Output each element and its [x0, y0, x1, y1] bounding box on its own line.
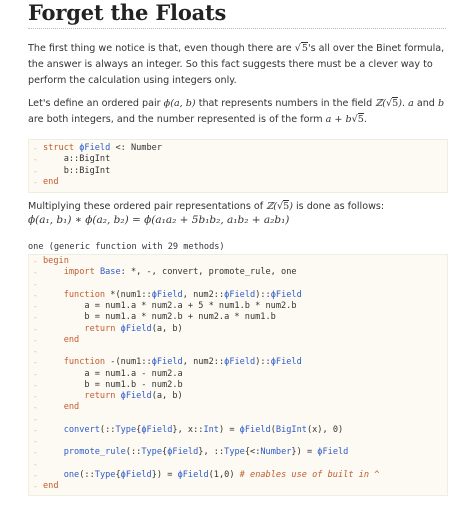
- code-line: [29, 290, 447, 301]
- code-line: [29, 459, 447, 470]
- line-gutter-marker: -: [33, 257, 38, 266]
- code-line: - b::BigInt: [33, 165, 111, 176]
- code-line: [29, 369, 447, 380]
- field-math-2: ℤ(√5): [266, 201, 293, 212]
- code-text: end: [43, 481, 59, 491]
- form-math: a + b√5: [325, 114, 364, 125]
- field-math: ℤ(√5): [375, 98, 402, 109]
- code-text: function -(num1::ϕField, num2::ϕField)::ϕField: [63, 357, 302, 368]
- code-text: end: [63, 402, 80, 413]
- definition-text-5: are both integers, and the number represented is of the form: [28, 114, 326, 125]
- code-text: a = num1.a * num2.a + 5 * num1.b * num2.b: [43, 301, 297, 311]
- line-gutter-marker: -: [33, 347, 38, 356]
- line-gutter-marker: -: [33, 403, 38, 413]
- intro-paragraph: [28, 41, 448, 89]
- code-line: [29, 324, 447, 335]
- line-gutter-marker: -: [33, 358, 38, 368]
- line-gutter-marker: -: [33, 302, 38, 311]
- code-line: [29, 481, 447, 492]
- code-text: convert(::Type{ϕField}, x::Int) = ϕField(BigInt(x), 0): [63, 424, 344, 435]
- code-text: return ϕField(a, b): [84, 391, 183, 401]
- code-line: [29, 447, 447, 458]
- methods-code-cell[interactable]: [28, 254, 448, 496]
- struct-code-cell[interactable]: [28, 139, 448, 193]
- sqrt5-math: √5: [294, 43, 308, 54]
- code-text: return ϕField(a, b): [84, 323, 183, 334]
- page-title: Forget the Floats: [28, 0, 227, 25]
- multiplication-text-1: Multiplying these ordered pair representations of: [28, 201, 267, 212]
- line-gutter-marker: -: [33, 290, 38, 300]
- line-gutter-marker: -: [33, 448, 38, 458]
- code-text: promote_rule(::Type{ϕField}, ::Type{<:Number}) = ϕField: [63, 447, 349, 458]
- code-text: a = num1.a - num2.a: [43, 368, 183, 379]
- line-gutter-marker: -: [33, 482, 38, 491]
- definition-text-6: .: [363, 114, 367, 125]
- phi-pair-math: ϕ(a, b): [163, 98, 196, 109]
- line-gutter-marker: -: [33, 335, 38, 345]
- code-text: function *(num1::ϕField, num2::ϕField)::ϕField: [63, 289, 302, 300]
- intro-text-1: The first thing we notice is that, even though there are: [28, 43, 295, 54]
- code-keyword: end: [43, 176, 59, 187]
- code-line: [29, 346, 447, 357]
- multiplication-paragraph: [28, 199, 448, 215]
- definition-paragraph: [28, 96, 448, 128]
- line-gutter-marker: -: [33, 268, 38, 278]
- code-line: [29, 267, 447, 278]
- line-gutter-marker: -: [33, 470, 38, 480]
- code-line: [29, 279, 447, 290]
- code-text: b = num1.b - num2.b: [43, 379, 183, 390]
- definition-text-1: Let's define an ordered pair: [28, 98, 164, 109]
- line-gutter-marker: -: [33, 324, 38, 334]
- var-a-math: a: [408, 98, 414, 109]
- multiplication-formula: ϕ(a₁, b₁) ∗ ϕ(a₂, b₂) = ϕ(a₁a₂ + 5b₁b₂, a₁b₂ + a₂b₁): [28, 214, 290, 226]
- title-divider: [28, 28, 446, 29]
- code-text: b::BigInt: [43, 165, 111, 176]
- code-line: [29, 357, 447, 368]
- line-gutter-marker: -: [33, 414, 38, 424]
- code-body: [29, 255, 447, 492]
- line-gutter-marker: -: [33, 313, 38, 323]
- code-line: - end: [33, 176, 59, 187]
- definition-text-3: .: [401, 98, 409, 109]
- code-line: [29, 470, 447, 481]
- intro-text-2: 's all over the Binet formula, the answer is always an integer. So this fact suggests there must be a clever way to perform the calculation using integers only.: [28, 43, 445, 86]
- line-gutter-marker: -: [33, 380, 38, 390]
- line-gutter-marker: -: [33, 437, 38, 446]
- line-gutter-marker: -: [33, 459, 38, 469]
- var-b-math: b: [437, 98, 445, 109]
- code-text: <: Number: [110, 143, 163, 153]
- code-line: [29, 436, 447, 447]
- line-gutter-marker: -: [33, 279, 38, 289]
- code-line: [29, 312, 447, 323]
- definition-text-2: that represents numbers in the field: [195, 98, 376, 109]
- code-line: [29, 335, 447, 346]
- code-text: begin: [43, 256, 69, 266]
- line-gutter-marker: -: [33, 392, 38, 401]
- code-type: ϕField: [79, 143, 111, 153]
- code-line: - struct ϕField <: Number: [33, 143, 163, 153]
- code-text: a::BigInt: [43, 154, 111, 165]
- code-line: [29, 425, 447, 436]
- code-text: b = num1.a * num2.b + num2.a * num1.b: [43, 312, 276, 323]
- definition-text-4: and: [413, 98, 438, 109]
- multiplication-text-2: is done as follows:: [292, 201, 385, 212]
- code-keyword: struct: [43, 143, 80, 153]
- code-line: [29, 301, 447, 312]
- code-line: [29, 414, 447, 425]
- line-gutter-marker: -: [33, 425, 38, 435]
- code-line: - a::BigInt: [33, 154, 111, 165]
- code-line: [29, 391, 447, 402]
- code-line: [29, 256, 447, 267]
- code-text: end: [63, 334, 80, 345]
- code-line: [29, 380, 447, 391]
- code-text: import Base: *, -, convert, promote_rule, one: [63, 267, 297, 278]
- code-text: one(::Type{ϕField}) = ϕField(1,0) # enables use of built in ^: [63, 469, 380, 480]
- cell-output: one (generic function with 29 methods): [28, 242, 225, 252]
- code-line: [29, 402, 447, 413]
- line-gutter-marker: -: [33, 369, 38, 379]
